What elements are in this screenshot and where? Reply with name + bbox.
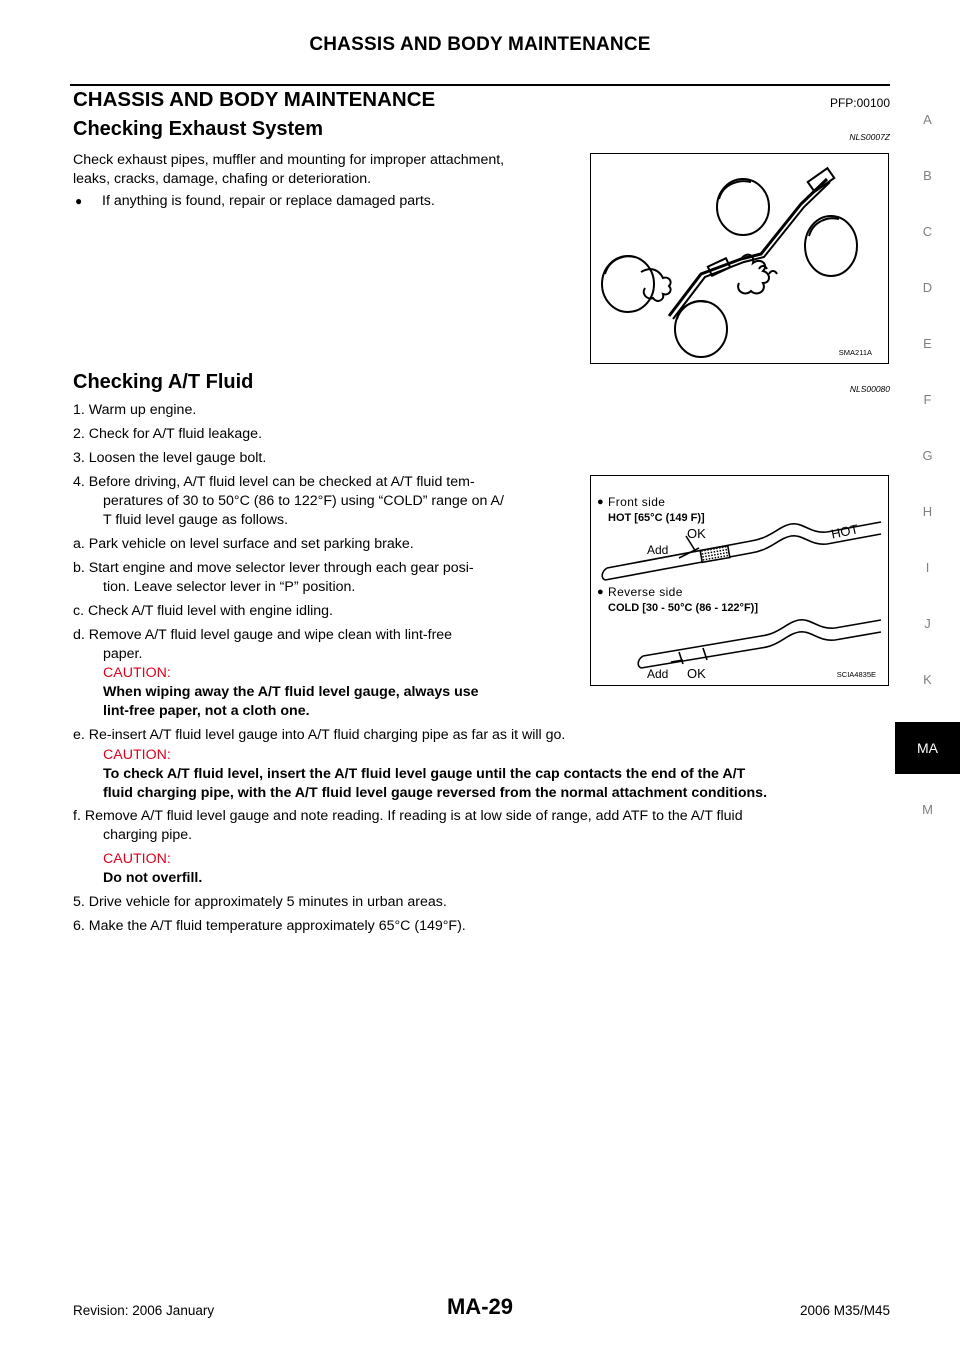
tab-f[interactable]: F	[923, 392, 932, 407]
step-b-line1: b. Start engine and move selector lever through each gear posi-	[73, 560, 474, 576]
caution-1-line2: lint-free paper, not a cloth one.	[103, 703, 310, 719]
exhaust-figure	[590, 153, 889, 364]
step-a: a. Park vehicle on level surface and set parking brake.	[73, 536, 414, 552]
at-fluid-ref: NLS00080	[849, 384, 890, 394]
caution-2-line2: fluid charging pipe, with the A/T fluid level gauge reversed from the normal attachment conditions.	[103, 785, 768, 801]
at-fluid-figure-code: SCIA4835E	[836, 670, 876, 679]
tab-d[interactable]: D	[922, 280, 933, 295]
caution-2-line1: To check A/T fluid level, insert the A/T fluid level gauge until the cap contacts the end of the A/T	[103, 766, 746, 782]
tab-i[interactable]: I	[925, 560, 930, 575]
step-e: e. Re-insert A/T fluid level gauge into A/T fluid charging pipe as far as it will go.	[73, 727, 566, 743]
tab-b[interactable]: B	[923, 168, 932, 183]
at-fluid-title: Checking A/T Fluid	[73, 371, 254, 393]
tab-e[interactable]: E	[923, 336, 932, 351]
section-title: CHASSIS AND BODY MAINTENANCE	[73, 88, 436, 111]
hot-range-label: HOT [65°C (149 F)]	[608, 512, 705, 524]
hot-mark-label: HOT	[829, 521, 860, 542]
step-b-line2: tion. Leave selector lever in “P” position.	[103, 579, 356, 595]
caution-1-line1: When wiping away the A/T fluid level gauge, always use	[103, 684, 479, 700]
caution-2	[103, 746, 767, 803]
section-code: PFP:00100	[829, 96, 890, 110]
step-c: c. Check A/T fluid level with engine idling.	[73, 603, 333, 619]
reverse-side-label: Reverse side	[608, 585, 683, 599]
caution-1-label: CAUTION:	[103, 665, 171, 681]
tab-m[interactable]: M	[922, 802, 933, 817]
footer-model: 2006 M35/M45	[799, 1303, 890, 1318]
exhaust-title: Checking Exhaust System	[73, 118, 324, 140]
caution-3	[103, 850, 202, 888]
step-2: 2. Check for A/T fluid leakage.	[73, 426, 263, 442]
exhaust-system-illustration	[591, 154, 888, 363]
caution-2-label: CAUTION:	[103, 747, 171, 763]
step-d-line1: d. Remove A/T fluid level gauge and wipe clean with lint-free	[73, 627, 453, 643]
footer-revision: Revision: 2006 January	[73, 1303, 215, 1318]
tab-c[interactable]: C	[922, 224, 933, 239]
tab-j[interactable]: J	[924, 616, 931, 631]
step-1: 1. Warm up engine.	[73, 402, 197, 418]
caution-3-line1: Do not overfill.	[103, 870, 203, 886]
step-f-line1: f. Remove A/T fluid level gauge and note reading. If reading is at low side of range, add ATF to the A/T fluid	[73, 808, 743, 824]
tab-h[interactable]: H	[922, 504, 933, 519]
running-header: CHASSIS AND BODY MAINTENANCE	[309, 34, 651, 55]
exhaust-intro-line2: leaks, cracks, damage, chafing or deterioration.	[73, 171, 372, 187]
exhaust-ref: NLS0007Z	[849, 132, 890, 142]
step-6: 6. Make the A/T fluid temperature approximately 65°C (149°F).	[73, 918, 466, 934]
exhaust-figure-code: SMA211A	[838, 348, 872, 357]
add-label-reverse: Add	[647, 667, 669, 681]
bullet-icon: ●	[597, 496, 604, 508]
step-5: 5. Drive vehicle for approximately 5 minutes in urban areas.	[73, 894, 447, 910]
cold-range-label: COLD [30 - 50°C (86 - 122°F)]	[608, 602, 758, 614]
front-side-label: Front side	[608, 495, 666, 509]
tab-k[interactable]: K	[923, 672, 932, 687]
bullet-icon: ●	[597, 586, 604, 598]
tab-ma-active[interactable]: MA	[895, 722, 960, 774]
step-3: 3. Loosen the level gauge bolt.	[73, 450, 267, 466]
ok-label-front: OK	[687, 526, 706, 541]
header-rule	[70, 84, 890, 86]
step-4-line2: peratures of 30 to 50°C (86 to 122°F) using “COLD” range on A/	[103, 493, 504, 509]
step-f-line2: charging pipe.	[103, 827, 193, 843]
tab-a[interactable]: A	[923, 112, 932, 127]
exhaust-bullet: If anything is found, repair or replace damaged parts.	[102, 193, 435, 209]
exhaust-intro-line1: Check exhaust pipes, muffler and mounting for improper attachment,	[73, 152, 505, 168]
step-d-line2: paper.	[103, 646, 143, 662]
caution-3-label: CAUTION:	[103, 851, 171, 867]
add-label-front: Add	[647, 543, 669, 557]
step-4-line3: T fluid level gauge as follows.	[103, 512, 289, 528]
ok-label-reverse: OK	[687, 666, 706, 681]
step-4-line1: 4. Before driving, A/T fluid level can be checked at A/T fluid tem-	[73, 474, 475, 490]
footer-page-number: MA-29	[446, 1294, 513, 1319]
caution-1	[103, 664, 479, 721]
at-fluid-gauge-figure	[590, 475, 889, 686]
bullet-icon: ●	[75, 194, 83, 208]
tab-g[interactable]: G	[922, 448, 933, 463]
